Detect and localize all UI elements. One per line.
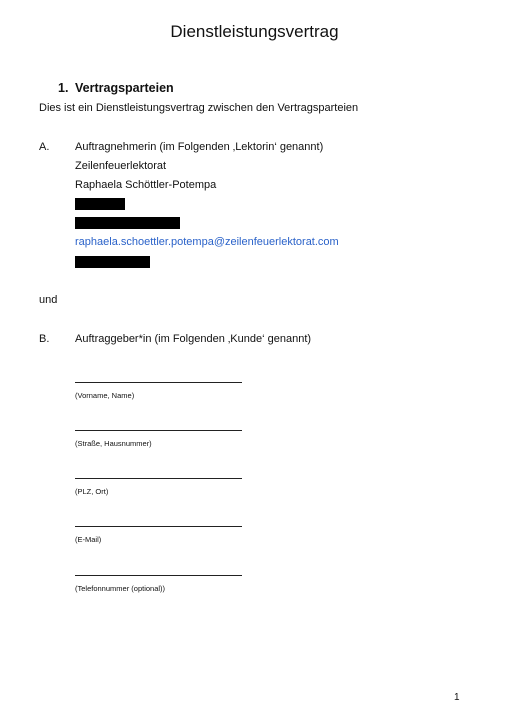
field-caption: (Telefonnummer (optional)) bbox=[75, 584, 166, 593]
fill-in-line bbox=[75, 478, 242, 479]
redacted-block bbox=[75, 256, 150, 268]
field-caption: (Straße, Hausnummer) bbox=[75, 439, 152, 448]
party-a-email-link[interactable]: raphaela.schoettler.potempa@zeilenfeuerlektorat.com bbox=[75, 236, 339, 248]
fill-in-line bbox=[75, 430, 242, 431]
section-heading: Vertragsparteien bbox=[75, 81, 174, 95]
party-b-label: Auftraggeber*in (im Folgenden ‚Kunde‘ genannt) bbox=[75, 333, 312, 345]
party-a-name: Raphaela Schöttler-Potempa bbox=[75, 179, 217, 191]
redacted-block bbox=[75, 217, 180, 229]
fill-in-line bbox=[75, 526, 242, 527]
section-number: 1. bbox=[58, 81, 69, 95]
party-a-label: Auftragnehmerin (im Folgenden ‚Lektorin‘ genannt) bbox=[75, 141, 324, 153]
party-a-company: Zeilenfeuerlektorat bbox=[75, 160, 167, 172]
party-a-marker: A. bbox=[39, 141, 50, 153]
conjunction-text: und bbox=[39, 294, 58, 306]
fill-in-line bbox=[75, 575, 242, 576]
party-b-marker: B. bbox=[39, 333, 50, 345]
intro-text: Dies ist ein Dienstleistungsvertrag zwischen den Vertragsparteien bbox=[39, 102, 359, 114]
page-number: 1 bbox=[454, 692, 460, 703]
field-caption: (Vorname, Name) bbox=[75, 391, 135, 400]
field-caption: (E-Mail) bbox=[75, 535, 102, 544]
document-title: Dienstleistungsvertrag bbox=[170, 22, 339, 41]
redacted-block bbox=[75, 198, 125, 210]
fill-in-line bbox=[75, 382, 242, 383]
field-caption: (PLZ, Ort) bbox=[75, 487, 109, 496]
